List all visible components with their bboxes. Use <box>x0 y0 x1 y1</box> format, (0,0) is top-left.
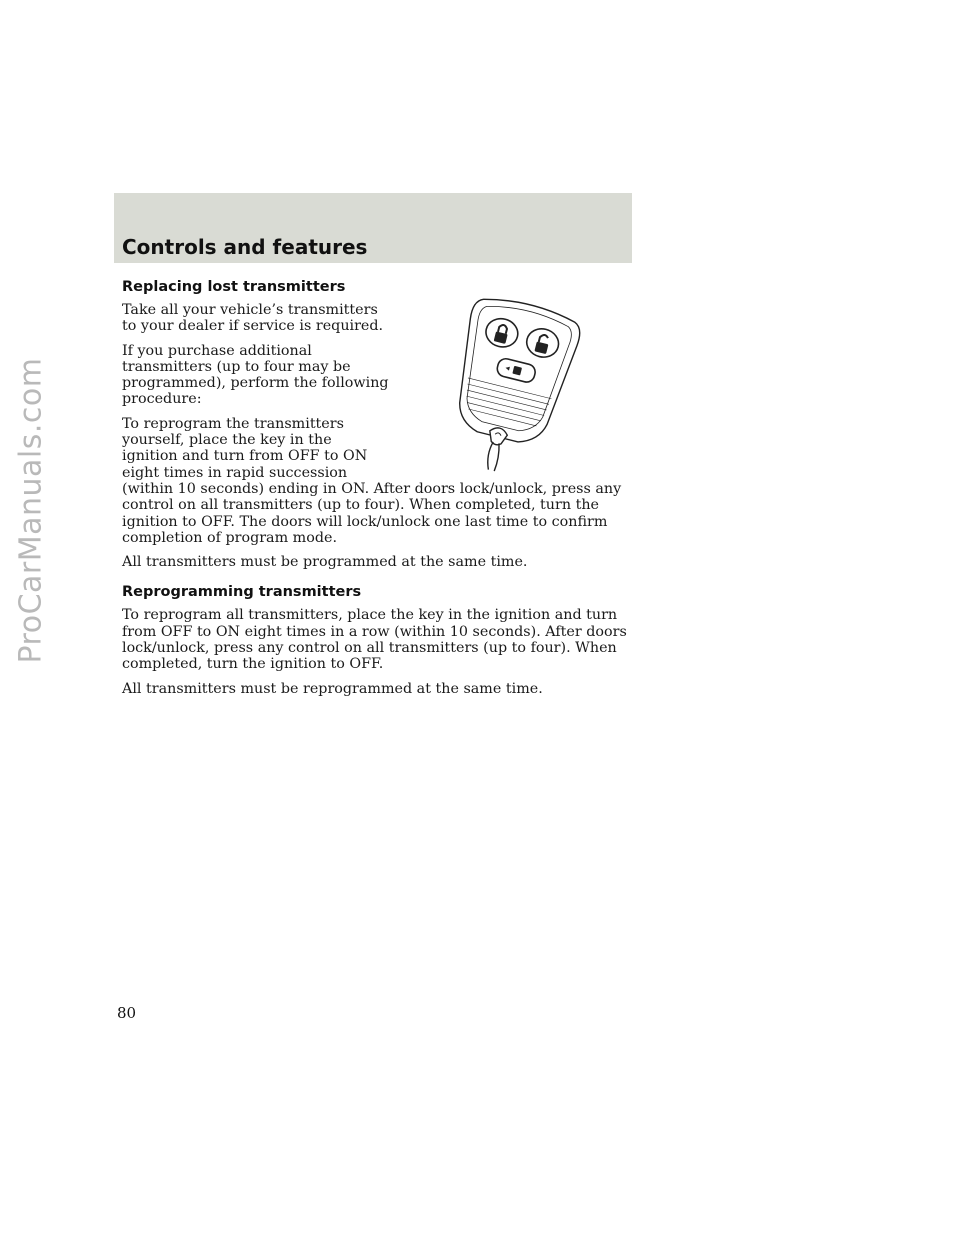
paragraph: All transmitters must be programmed at the same time. <box>122 554 528 571</box>
watermark <box>6 230 56 790</box>
keyless-entry-transmitter-icon <box>440 297 590 477</box>
heading-reprogramming-transmitters: Reprogramming transmitters <box>122 584 362 601</box>
page-number: 80 <box>117 1004 137 1022</box>
paragraph: All transmitters must be reprogrammed at the same time. <box>122 680 543 697</box>
section-header <box>114 193 632 263</box>
paragraph: If you purchase additional transmitters (up to four may be programmed), perform the following procedure: <box>122 342 389 408</box>
section-title: Controls and features <box>122 235 368 259</box>
watermark-text: ProCarManuals.com <box>13 356 49 664</box>
paragraph: To reprogram all transmitters, place the key in the ignition and turn from OFF to ON eight times in a row (within 10 seconds). After doors lock/unlock, press any control on all transmitters (up to four). When completed, turn the ignition to OFF. <box>122 607 627 673</box>
paragraph: Take all your vehicle’s transmitters to your dealer if service is required. <box>122 302 384 335</box>
heading-replacing-lost-transmitters: Replacing lost transmitters <box>122 279 346 295</box>
paragraph: To reprogram the transmitters yourself, place the key in the ignition and turn from OFF to ON eight times in rapid succession <box>122 415 368 481</box>
paragraph: (within 10 seconds) ending in ON. After doors lock/unlock, press any control on all transmitters (up to four). When completed, turn the ignition to OFF. The doors will lock/unlock one last time to confirm completion of program mode. <box>122 480 622 546</box>
